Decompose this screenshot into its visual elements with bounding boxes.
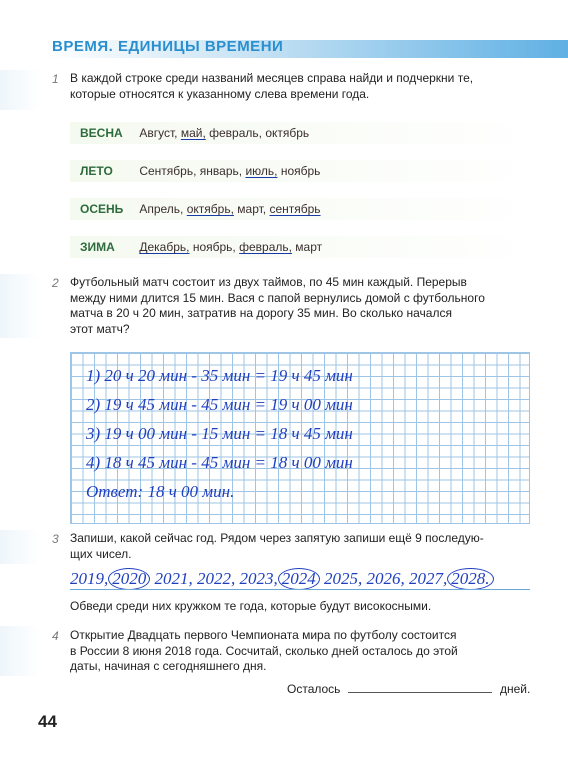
task-number: 3	[52, 532, 59, 546]
season-row	[80, 164, 320, 178]
handwritten-line: 4) 18 ч 45 мин - 45 мин = 18 ч 00 мин	[86, 453, 353, 472]
year: 2027,	[409, 569, 448, 588]
month: октябрь	[265, 126, 310, 140]
month: ноябрь	[280, 164, 321, 178]
handwritten-line: 1) 20 ч 20 мин - 35 мин = 19 ч 45 мин	[86, 366, 353, 385]
month: март	[295, 240, 323, 254]
task-band	[0, 530, 40, 564]
handwritten-line: 2) 19 ч 45 мин - 45 мин = 19 ч 00 мин	[86, 395, 353, 414]
circled-year: 2020	[108, 568, 150, 590]
circled-year: 2028.	[447, 568, 493, 590]
month: январь,	[199, 164, 243, 178]
month-underlined: май,	[180, 126, 206, 140]
handwritten-years	[70, 568, 494, 590]
year: 2022,	[197, 569, 236, 588]
season-label: ЛЕТО	[80, 164, 113, 178]
days-answer-field[interactable]	[348, 678, 492, 693]
remaining-label: Осталось	[287, 682, 341, 696]
season-label: ОСЕНЬ	[80, 202, 124, 216]
month-underlined: Декабрь,	[139, 240, 190, 254]
task-text: Запиши, какой сейчас год. Рядом через запятую запиши ещё 9 последую- щих чисел.	[70, 531, 484, 561]
month-underlined: сентябрь	[269, 202, 321, 216]
task-text: В каждой строке среди названий месяцев справа найди и подчеркни те, которые относятся к указанному слева времени года.	[70, 71, 474, 101]
season-label: ВЕСНА	[80, 126, 123, 140]
write-line	[70, 589, 530, 590]
month: ноябрь,	[192, 240, 236, 254]
task-number: 2	[52, 276, 59, 290]
season-label: ЗИМА	[80, 240, 115, 254]
year: 2025,	[324, 569, 363, 588]
year: 2023,	[239, 569, 278, 588]
season-row	[80, 126, 309, 140]
season-row	[80, 240, 322, 254]
handwritten-answer: Ответ: 18 ч 00 мин.	[86, 482, 235, 501]
month-underlined: июль,	[245, 164, 278, 178]
month: февраль,	[209, 126, 262, 140]
month-underlined: октябрь,	[186, 202, 234, 216]
circled-year: 2024	[278, 568, 320, 590]
task-text: Открытие Двадцать первого Чемпионата мира по футболу состоится в России 8 июня 2018 года. Сосчитай, сколько дней осталось до этой даты, начиная с сегодняшнего дня.	[70, 628, 458, 673]
handwritten-line: 3) 19 ч 00 мин - 15 мин = 18 ч 45 мин	[86, 424, 353, 443]
year: 2026,	[366, 569, 405, 588]
page-number: 44	[38, 712, 57, 731]
month-underlined: февраль,	[239, 240, 292, 254]
year: 2019,	[70, 569, 109, 588]
season-row	[80, 202, 321, 216]
task-band	[0, 274, 40, 338]
year: 2021,	[154, 569, 193, 588]
month: Апрель,	[139, 202, 184, 216]
month: март,	[237, 202, 267, 216]
task-text: Футбольный матч состоит из двух таймов, по 45 мин каждый. Перерыв между ними длится 15 мин. Вася с папой вернулись домой с футбольного матча в 20 ч 20 мин, затратив на дорогу 35 мин. Во сколько начался этот матч?	[70, 275, 485, 336]
task-number: 1	[52, 72, 59, 86]
task-number: 4	[52, 629, 59, 643]
task-band	[0, 70, 40, 110]
month: Сентябрь,	[139, 164, 197, 178]
days-label: дней.	[500, 682, 531, 696]
task-instruction: Обведи среди них кружком те года, которые будут високосными.	[70, 599, 432, 613]
section-title: ВРЕМЯ. ЕДИНИЦЫ ВРЕМЕНИ	[52, 38, 284, 55]
month: Август,	[139, 126, 178, 140]
task-band	[0, 626, 40, 676]
